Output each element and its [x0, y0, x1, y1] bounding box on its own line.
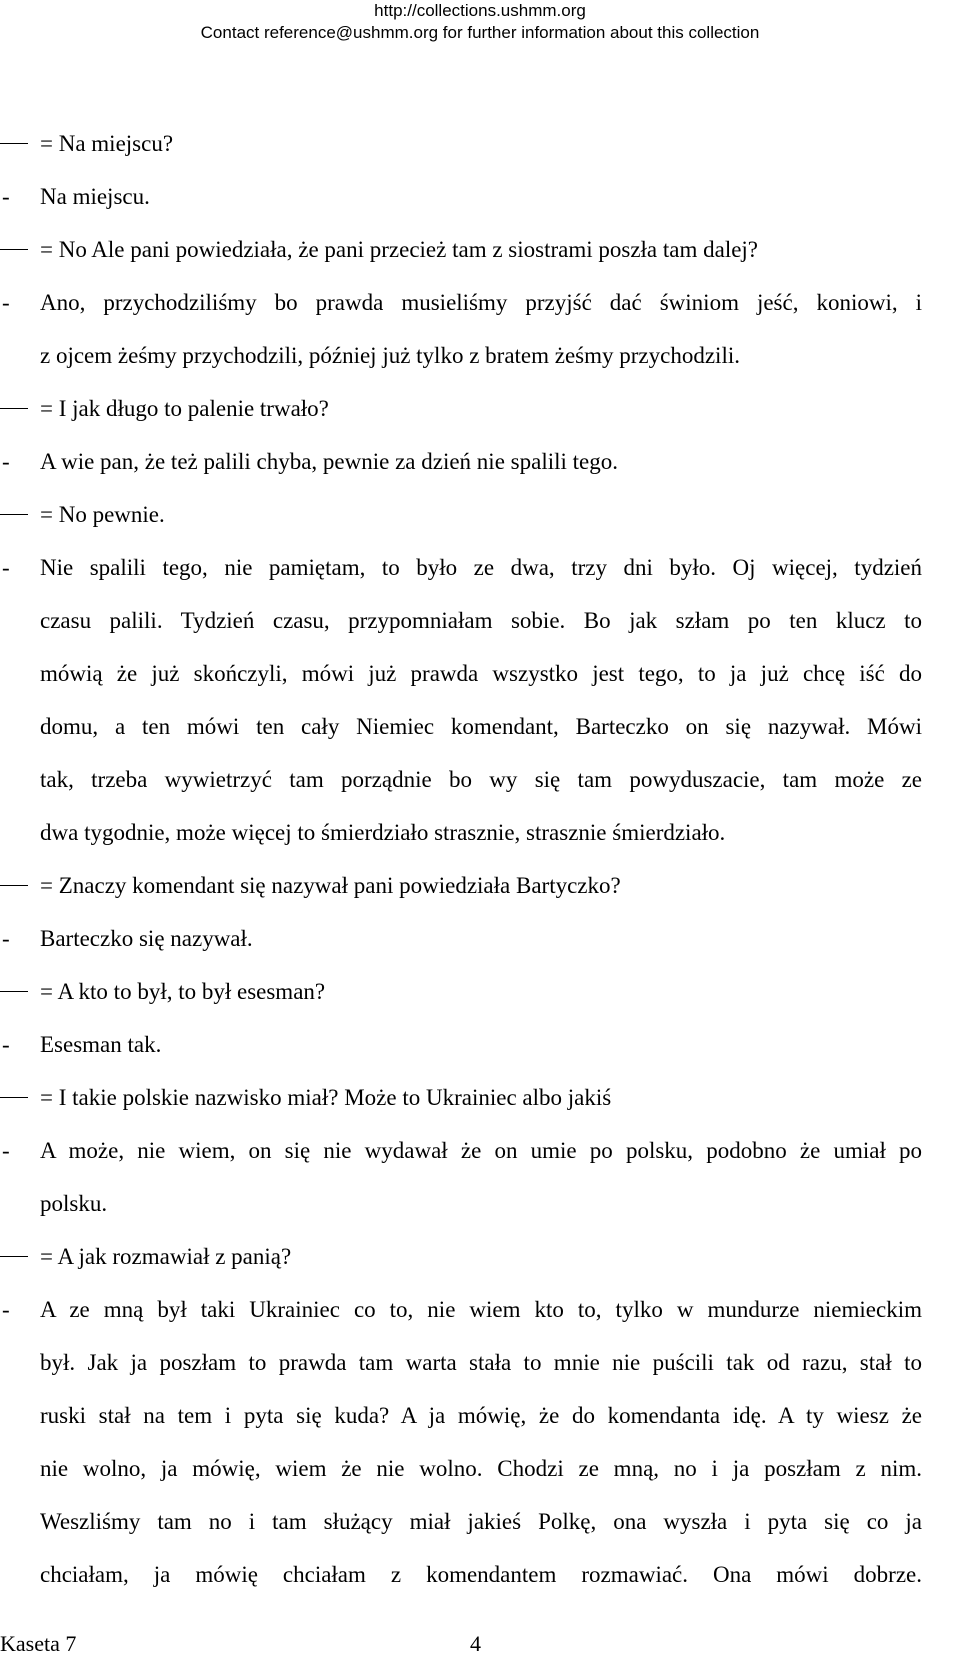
- transcript-line: [0, 859, 960, 912]
- transcript-line: [0, 753, 960, 806]
- interviewer-dash-marker: [0, 249, 28, 250]
- transcript-line: [0, 1389, 960, 1442]
- transcript-text: = A jak rozmawiał z panią?: [40, 1244, 292, 1269]
- transcript-text: = No Ale pani powiedziała, że pani przecież tam z siostrami poszła tam dalej?: [40, 237, 759, 262]
- transcript-text: Barteczko się nazywał.: [40, 926, 253, 951]
- speaker-dash-marker: -: [2, 290, 10, 315]
- transcript-text: A ze mną był taki Ukrainiec co to, nie wiem kto to, tylko w mundurze niemieckim: [40, 1297, 922, 1322]
- transcript-line: [0, 1283, 960, 1336]
- transcript-line: [0, 912, 960, 965]
- page-header: [0, 0, 960, 44]
- transcript-line: [0, 170, 960, 223]
- interviewer-dash-marker: [0, 408, 28, 409]
- transcript-text: tak, trzeba wywietrzyć tam porządnie bo wy się tam powyduszacie, tam może ze: [40, 767, 922, 792]
- transcript-line: [0, 1230, 960, 1283]
- transcript-text: Ano, przychodziliśmy bo prawda musieliśmy przyjść dać świniom jeść, koniowi, i: [40, 290, 922, 315]
- transcript-line: [0, 541, 960, 594]
- transcript-text: = No pewnie.: [40, 502, 165, 527]
- speaker-dash-marker: -: [2, 1297, 10, 1322]
- transcript-line: [0, 329, 960, 382]
- transcript-body: [0, 117, 960, 1601]
- transcript-line: [0, 594, 960, 647]
- transcript-line: [0, 488, 960, 541]
- transcript-line: [0, 1177, 960, 1230]
- speaker-dash-marker: -: [2, 926, 10, 951]
- speaker-dash-marker: -: [2, 184, 10, 209]
- transcript-text: nie wolno, ja mówię, wiem że nie wolno. Chodzi ze mną, no i ja poszłam z nim.: [40, 1456, 922, 1481]
- transcript-text: Esesman tak.: [40, 1032, 162, 1057]
- page-number: 4: [470, 1631, 481, 1656]
- transcript-text: = Na miejscu?: [40, 131, 174, 156]
- transcript-text: A może, nie wiem, on się nie wydawał że on umie po polsku, podobno że umiał po: [40, 1138, 922, 1163]
- transcript-text: polsku.: [40, 1191, 108, 1216]
- transcript-text: A wie pan, że też palili chyba, pewnie za dzień nie spalili tego.: [40, 449, 618, 474]
- interviewer-dash-marker: [0, 885, 28, 886]
- transcript-text: chciałam, ja mówię chciałam z komendantem rozmawiać. Ona mówi dobrze.: [40, 1562, 922, 1587]
- transcript-text: z ojcem żeśmy przychodzili, później już tylko z bratem żeśmy przychodzili.: [40, 343, 740, 368]
- transcript-line: [0, 700, 960, 753]
- transcript-line: [0, 806, 960, 859]
- contact-line: Contact reference@ushmm.org for further information about this collection: [200, 23, 760, 42]
- transcript-text: był. Jak ja poszłam to prawda tam warta stała to mnie nie puścili tak od razu, stał to: [40, 1350, 922, 1375]
- transcript-line: [0, 117, 960, 170]
- transcript-line: [0, 647, 960, 700]
- transcript-text: = A kto to był, to był esesman?: [40, 979, 326, 1004]
- transcript-text: Na miejscu.: [40, 184, 150, 209]
- speaker-dash-marker: -: [2, 449, 10, 474]
- collection-url[interactable]: http://collections.ushmm.org: [374, 1, 586, 20]
- speaker-dash-marker: -: [2, 555, 10, 580]
- transcript-line: [0, 1548, 960, 1601]
- transcript-line: [0, 1442, 960, 1495]
- transcript-line: [0, 276, 960, 329]
- transcript-line: [0, 1018, 960, 1071]
- interviewer-dash-marker: [0, 1097, 28, 1098]
- speaker-dash-marker: -: [2, 1032, 10, 1057]
- transcript-line: [0, 223, 960, 276]
- transcript-text: dwa tygodnie, może więcej to śmierdziało strasznie, strasznie śmierdziało.: [40, 820, 726, 845]
- transcript-text: czasu palili. Tydzień czasu, przypomniałam sobie. Bo jak szłam po ten klucz to: [40, 608, 922, 633]
- transcript-text: = Znaczy komendant się nazywał pani powiedziała Bartyczko?: [40, 873, 621, 898]
- transcript-line: [0, 435, 960, 488]
- speaker-dash-marker: -: [2, 1138, 10, 1163]
- interviewer-dash-marker: [0, 1256, 28, 1257]
- transcript-text: domu, a ten mówi ten cały Niemiec komendant, Barteczko on się nazywał. Mówi: [40, 714, 922, 739]
- transcript-text: mówią że już skończyli, mówi już prawda wszystko jest tego, to ja już chcę iść do: [40, 661, 922, 686]
- transcript-text: = I jak długo to palenie trwało?: [40, 396, 329, 421]
- transcript-line: [0, 1495, 960, 1548]
- transcript-line: [0, 1124, 960, 1177]
- interviewer-dash-marker: [0, 991, 28, 992]
- interviewer-dash-marker: [0, 143, 28, 144]
- transcript-line: [0, 1071, 960, 1124]
- interviewer-dash-marker: [0, 514, 28, 515]
- transcript-text: Nie spalili tego, nie pamiętam, to było ze dwa, trzy dni było. Oj więcej, tydzień: [40, 555, 922, 580]
- tape-label: Kaseta 7: [0, 1631, 77, 1656]
- transcript-line: [0, 1336, 960, 1389]
- transcript-text: = I takie polskie nazwisko miał? Może to Ukrainiec albo jakiś: [40, 1085, 612, 1110]
- transcript-line: [0, 382, 960, 435]
- transcript-text: Weszliśmy tam no i tam służący miał jakieś Polkę, ona wyszła i pyta się co ja: [40, 1509, 922, 1534]
- transcript-text: ruski stał na tem i pyta się kuda? A ja mówię, że do komendanta idę. A ty wiesz że: [40, 1403, 922, 1428]
- transcript-line: [0, 965, 960, 1018]
